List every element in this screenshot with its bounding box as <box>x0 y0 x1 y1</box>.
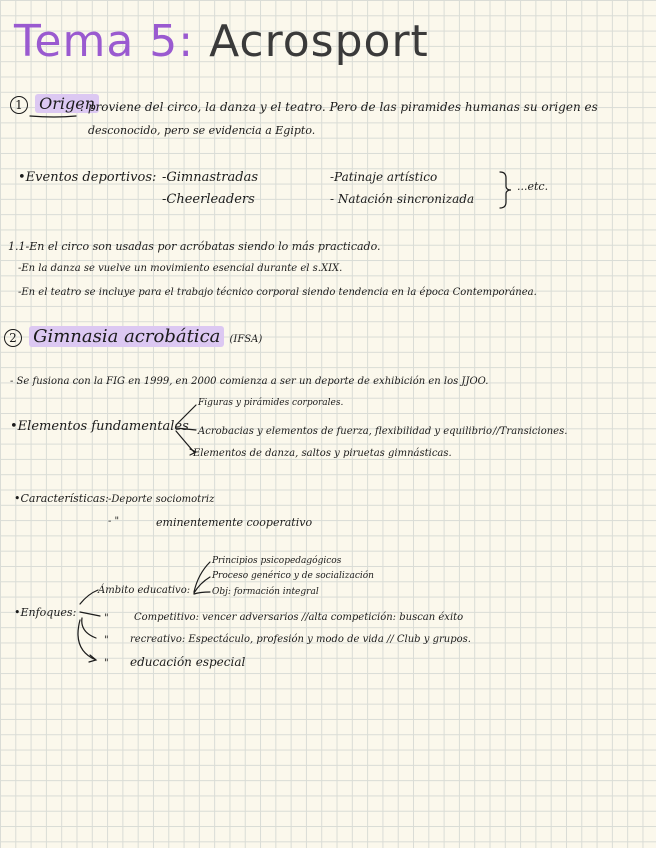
arrow-icon <box>194 577 210 593</box>
eventos-item: -Gimnastradas <box>162 170 258 185</box>
arrow-icon <box>194 562 210 592</box>
eventos-item: -Cheerleaders <box>162 192 255 207</box>
enfoque-ditto: " <box>104 658 109 669</box>
ambito-sub-item: Principios psicopedagógicos <box>212 556 342 566</box>
arrow-icon <box>89 655 96 662</box>
section-title: Gimnasia acrobática <box>29 326 224 347</box>
arrow-icon <box>80 612 100 616</box>
brace-icon <box>500 172 511 208</box>
elementos-item: Acrobacias y elementos de fuerza, flexibilidad y equilibrio <box>198 426 492 437</box>
eventos-item: -Patinaje artístico <box>330 170 438 184</box>
page-title <box>14 16 429 67</box>
circo-line-2: -En la danza se vuelve un movimiento esencial durante el s.XIX. <box>18 263 343 274</box>
elementos-transiciones: //Transiciones. <box>493 426 568 437</box>
section-gimnasia-heading <box>4 326 262 347</box>
underline-stroke <box>30 116 76 117</box>
elementos-label: •Elementos fundamentales <box>10 419 189 434</box>
eventos-etc: ...etc. <box>517 180 549 193</box>
section-number: 1 <box>10 96 28 114</box>
enfoques-ambito: Ámbito educativo: <box>98 585 191 596</box>
eventos-item: - Natación sincronizada <box>330 192 475 206</box>
enfoque-especial: educación especial <box>130 655 246 669</box>
enfoque-recreativo: recreativo: Espectáculo, profesión y modo de vida // Club y grupos. <box>130 634 471 645</box>
origen-line-1: : proviene del circo, la danza y el teatro. Pero de las piramides humanas su origen es <box>80 100 598 114</box>
caracteristicas-item: -Deporte sociomotriz <box>108 494 215 505</box>
origen-line-2: desconocido, pero se evidencia a Egipto. <box>88 124 316 137</box>
enfoque-ditto: " <box>104 635 109 646</box>
title-topic: Acrosport <box>209 16 429 67</box>
enfoques-label: •Enfoques: <box>14 606 77 619</box>
arrow-icon <box>194 592 210 594</box>
section-abbr: (IFSA) <box>229 334 263 345</box>
circo-line-3: -En el teatro se incluye para el trabajo técnico corporal siendo tendencia en la época Contemporánea. <box>18 287 537 298</box>
fig-line: - Se fusiona con la FIG en 1999, en 2000 comienza a ser un deporte de exhibición en los JJOO. <box>10 376 489 387</box>
section-title: Origen <box>35 94 99 113</box>
elementos-item: Elementos de danza, saltos y piruetas gimnásticas. <box>193 448 452 459</box>
circo-line-1: 1.1-En el circo son usadas por acróbatas siendo lo más practicado. <box>8 240 381 253</box>
eventos-label: •Eventos deportivos: <box>18 170 157 185</box>
title-number: Tema 5: <box>14 16 195 67</box>
ambito-sub-item: Proceso genérico y de socialización <box>212 571 374 581</box>
elementos-item: Figuras y pirámides corporales. <box>198 398 344 408</box>
caracteristicas-ditto: - " <box>108 516 120 527</box>
enfoque-competitivo: Competitivo: vencer adversarios //alta competición: buscan éxito <box>134 612 464 623</box>
ambito-sub-item: Obj: formación integral <box>212 587 319 597</box>
section-number: 2 <box>4 329 22 347</box>
arrow-icon <box>82 618 96 638</box>
caracteristicas-label: •Características: <box>14 492 109 505</box>
enfoque-ditto: " <box>104 613 109 624</box>
caracteristicas-item: eminentemente cooperativo <box>156 516 313 529</box>
arrow-icon <box>78 620 96 660</box>
arrow-icon <box>176 431 194 452</box>
arrow-icon <box>80 590 98 604</box>
